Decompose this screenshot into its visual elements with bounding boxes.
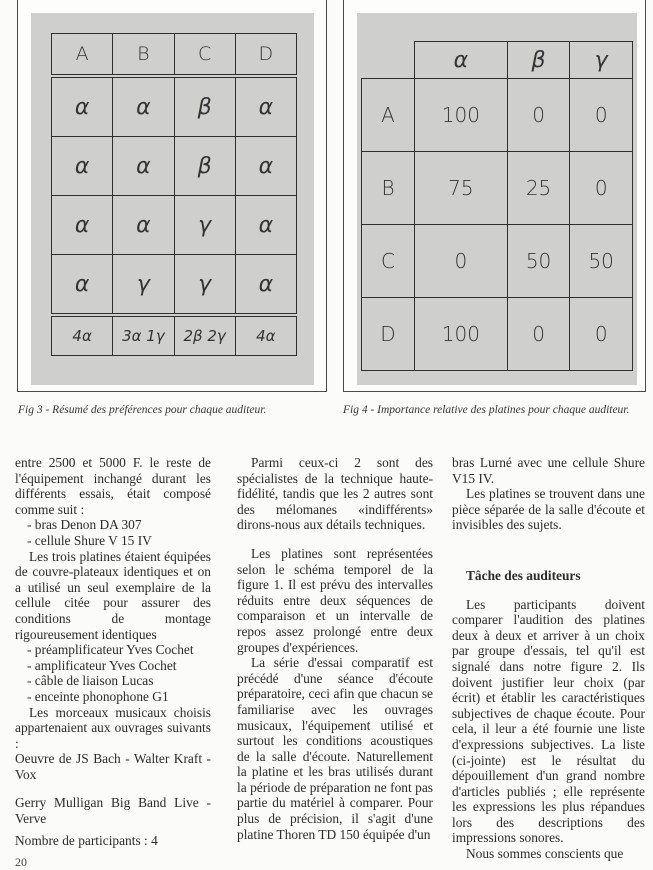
importance-table bbox=[361, 41, 633, 371]
paragraph: Les morceaux musicaux choisis appartenaient aux ouvrages suivants : bbox=[15, 704, 211, 751]
header-cell: D bbox=[235, 34, 296, 77]
header-cell: C bbox=[174, 34, 235, 77]
table-cell: α bbox=[113, 137, 174, 196]
paragraph: Nombre de participants : 4 bbox=[15, 832, 158, 848]
figure-3-frame bbox=[17, 0, 327, 392]
paragraph: bras Lurné avec une cellule Shure V15 IV. bbox=[452, 455, 645, 486]
empty-corner-cell bbox=[362, 42, 415, 79]
figure-3-panel bbox=[31, 13, 314, 385]
table-cell: 0 bbox=[415, 225, 508, 298]
table-cell: α bbox=[235, 76, 296, 137]
table-cell: 50 bbox=[570, 225, 633, 298]
list-item: - enceinte phonophone G1 bbox=[27, 688, 169, 704]
list-item: - cellule Shure V 15 IV bbox=[27, 532, 152, 548]
table-header-row bbox=[362, 42, 633, 79]
table-cell: 0 bbox=[570, 79, 633, 152]
table-cell: γ bbox=[113, 255, 174, 316]
row-label: A bbox=[362, 79, 415, 152]
paragraph: Les platines se trouvent dans une pièce séparée de la salle d'écoute et invisibles des sujets. bbox=[452, 486, 645, 533]
summary-row bbox=[52, 315, 297, 356]
paragraph: Les participants doivent comparer l'audition des platines deux à deux et arriver à un choix par groupe d'essais, tel qu'il est signalé dans notre figure 2. Ils doivent justifier leur choix (par écrit) et établir les caractéristiques subjectives de chaque écoute. Pour cela, il leur a été fournie une liste d'expressions subjectives. La liste (ci-jointe) est le résultat du dépouillement d'un grand nombre d'articles publiés ; elle représente les expressions les plus répandues lors des descriptions des impressions sonores. bbox=[452, 596, 645, 846]
header-cell: α bbox=[415, 42, 508, 79]
table-cell: 75 bbox=[415, 152, 508, 225]
summary-cell: 2β 2γ bbox=[174, 315, 235, 356]
table-cell: 50 bbox=[507, 225, 570, 298]
list-item: - amplificateur Yves Cochet bbox=[27, 657, 177, 673]
section-heading: Tâche des auditeurs bbox=[466, 567, 581, 583]
summary-cell: 3α 1γ bbox=[113, 315, 174, 356]
paragraph: entre 2500 et 5000 F. le reste de l'équipement inchangé durant les différents essais, était composé comme suit : bbox=[15, 455, 211, 517]
table-row bbox=[52, 137, 297, 196]
table-cell: 100 bbox=[415, 79, 508, 152]
summary-cell: 4α bbox=[235, 315, 296, 356]
row-label: C bbox=[362, 225, 415, 298]
table-cell: β bbox=[174, 137, 235, 196]
table-cell: α bbox=[52, 196, 113, 255]
table-cell: γ bbox=[174, 196, 235, 255]
table-header-row bbox=[52, 34, 297, 77]
list-item: - préamplificateur Yves Cochet bbox=[27, 642, 194, 658]
figure-4-panel bbox=[357, 13, 637, 385]
table-row bbox=[52, 255, 297, 316]
paragraph: Gerry Mulligan Big Band Live - Verve bbox=[15, 795, 211, 827]
table-cell: α bbox=[235, 137, 296, 196]
list-item: - bras Denon DA 307 bbox=[27, 517, 142, 533]
figure-3-caption: Fig 3 - Résumé des préférences pour chaque auditeur. bbox=[18, 404, 267, 416]
table-cell: β bbox=[174, 76, 235, 137]
paragraph: Parmi ceux-ci 2 sont des spécialistes de la technique haute-fidélité, tandis que les 2 autres sont des mélomanes «indifférents» dirons-nous aux détails techniques. bbox=[237, 455, 433, 533]
row-label: D bbox=[362, 298, 415, 371]
list-item: - câble de liaison Lucas bbox=[27, 673, 154, 689]
text-column-1 bbox=[15, 455, 211, 848]
header-cell: B bbox=[113, 34, 174, 77]
header-cell: A bbox=[52, 34, 113, 77]
text-column-3 bbox=[452, 455, 645, 862]
table-cell: α bbox=[113, 76, 174, 137]
table-row bbox=[52, 76, 297, 137]
table-row bbox=[362, 225, 633, 298]
paragraph: Nous sommes conscients que bbox=[466, 846, 624, 862]
table-cell: 0 bbox=[570, 298, 633, 371]
preferences-table bbox=[51, 33, 297, 356]
paragraph: Oeuvre de JS Bach - Walter Kraft - Vox bbox=[15, 751, 211, 782]
table-cell: 0 bbox=[570, 152, 633, 225]
table-row bbox=[362, 79, 633, 152]
table-cell: α bbox=[235, 196, 296, 255]
header-cell: γ bbox=[570, 42, 633, 79]
table-row bbox=[362, 152, 633, 225]
table-cell: 0 bbox=[507, 298, 570, 371]
table-cell: 100 bbox=[415, 298, 508, 371]
table-cell: 0 bbox=[507, 79, 570, 152]
paragraph: Les trois platines étaient équipées de couvre-plateaux identiques et on a utilisé un seul exemplaire de la cellule citée pour assurer des conditions de montage rigoureusement identiques bbox=[15, 548, 211, 642]
table-cell: α bbox=[235, 255, 296, 316]
table-cell: α bbox=[52, 137, 113, 196]
table-cell: γ bbox=[174, 255, 235, 316]
table-cell: 25 bbox=[507, 152, 570, 225]
table-row bbox=[362, 298, 633, 371]
summary-cell: 4α bbox=[52, 315, 113, 356]
figure-4-frame bbox=[343, 0, 646, 392]
table-cell: α bbox=[113, 196, 174, 255]
figure-4-caption: Fig 4 - Importance relative des platines pour chaque auditeur. bbox=[343, 404, 630, 416]
table-row bbox=[52, 196, 297, 255]
text-column-2 bbox=[237, 455, 433, 842]
paragraph: Les platines sont représentées selon le schéma temporel de la figure 1. Il est prévu des intervalles réduits entre deux séquences de comparaison et un intervalle de repos assez prolongé entre deux groupes d'expériences. bbox=[237, 545, 433, 655]
row-label: B bbox=[362, 152, 415, 225]
header-cell: β bbox=[507, 42, 570, 79]
page-number: 20 bbox=[15, 855, 27, 869]
table-cell: α bbox=[52, 255, 113, 316]
paragraph: La série d'essai comparatif est précédé d'une séance d'écoute préparatoire, ceci afin que chacun se familiarise avec les ouvrages musicaux, l'équipement utilisé et surtout les conditions acoustiques de la salle d'écoute. Naturellement la platine et les bras utilisés durant la période de préparation ne font pas partie du matériel à comparer. Pour plus de précision, il s'agit d'une platine Thoren TD 150 équipée d'un bbox=[237, 655, 433, 842]
table-cell: α bbox=[52, 76, 113, 137]
